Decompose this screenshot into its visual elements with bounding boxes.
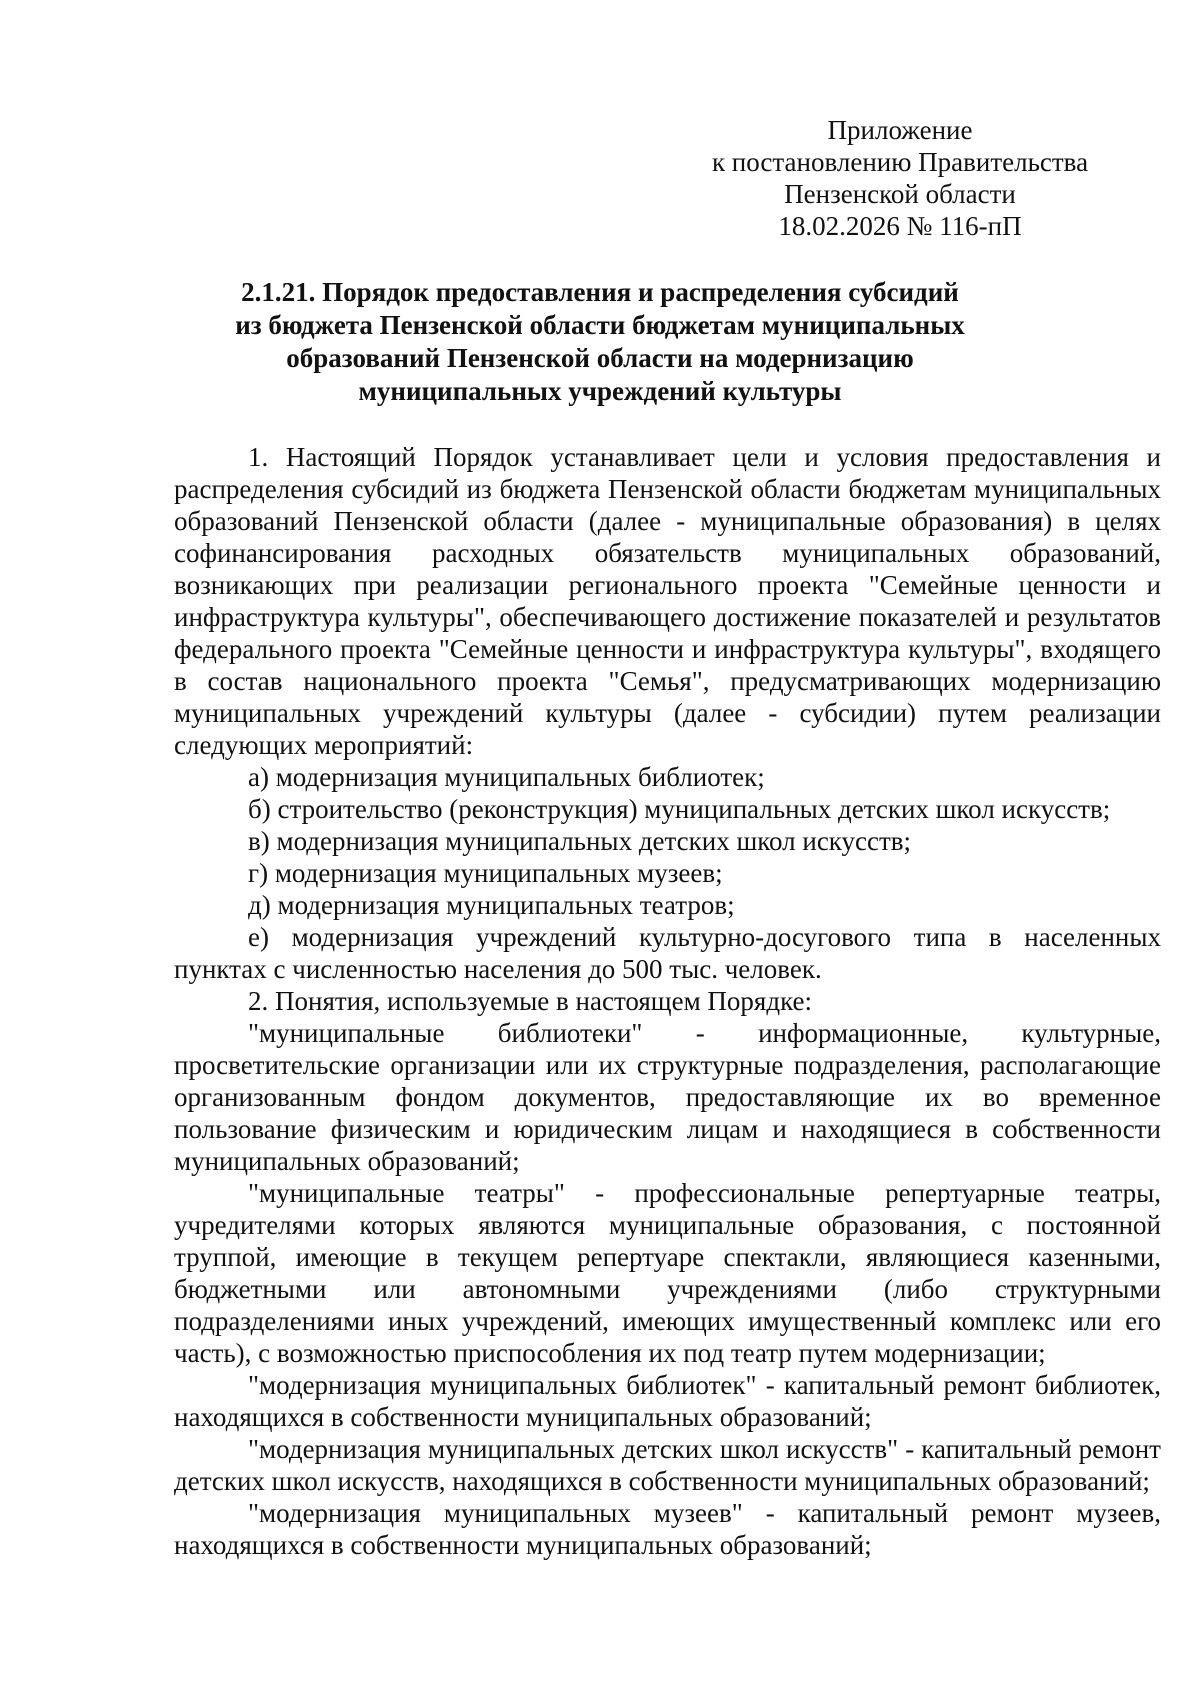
paragraph-2: 2. Понятия, используемые в настоящем Порядке:	[248, 986, 812, 1016]
list-item-d: д) модернизация муниципальных театров;	[248, 890, 735, 920]
document-body	[174, 441, 1161, 1561]
title-line: из бюджета Пензенской области бюджетам муниципальных	[235, 310, 965, 340]
title-line: 2.1.21. Порядок предоставления и распределения субсидий	[241, 277, 959, 307]
list-item-b: б) строительство (реконструкция) муниципальных детских школ искусств;	[248, 794, 1111, 824]
definition-libraries: "муниципальные библиотеки" - информационные, культурные, просветительские организации или их структурные подразделения, располагающие организованным фондом документов, предоставляющие их во временное пользование физическим и юридическим лицам и находящиеся в собственности муниципальных образований;	[174, 1018, 1161, 1176]
appendix-line: Пензенской области	[784, 179, 1016, 209]
appendix-line: к постановлению Правительства	[711, 147, 1089, 177]
definition-library-modernization: "модернизация муниципальных библиотек" - капитальный ремонт библиотек, находящихся в собственности муниципальных образований;	[174, 1370, 1161, 1432]
list-item-v: в) модернизация муниципальных детских школ искусств;	[248, 826, 912, 856]
list-item-g: г) модернизация муниципальных музеев;	[248, 858, 723, 888]
appendix-date-number: 18.02.2026 № 116-пП	[778, 211, 1022, 241]
definition-theatres: "муниципальные театры" - профессиональные репертуарные театры, учредителями которых являются муниципальные образования, с постоянной труппой, имеющие в текущем репертуаре спектакли, являющиеся казенными, бюджетными или автономными учреждениями (либо структурными подразделениями иных учреждений, имеющих имущественный комплекс или его часть), с возможностью приспособления их под театр путем модернизации;	[174, 1178, 1161, 1368]
list-item-e: е) модернизация учреждений культурно-досугового типа в населенных пунктах с численностью населения до 500 тыс. человек.	[174, 922, 1161, 984]
appendix-header	[700, 114, 1100, 242]
document-title	[140, 276, 1060, 408]
definition-museum-modernization: "модернизация муниципальных музеев" - капитальный ремонт музеев, находящихся в собственности муниципальных образований;	[174, 1498, 1161, 1560]
appendix-line: Приложение	[827, 115, 973, 145]
title-line: муниципальных учреждений культуры	[358, 376, 842, 406]
definition-art-school-modernization: "модернизация муниципальных детских школ искусств" - капитальный ремонт детских школ искусств, находящихся в собственности муниципальных образований;	[174, 1434, 1161, 1496]
title-line: образований Пензенской области на модернизацию	[286, 343, 914, 373]
paragraph-1: 1. Настоящий Порядок устанавливает цели и условия предоставления и распределения субсидий из бюджета Пензенской области бюджетам муниципальных образований Пензенской области (далее - муниципальные образования) в целях софинансирования расходных обязательств муниципальных образований, возникающих при реализации регионального проекта "Семейные ценности и инфраструктура культуры", обеспечивающего достижение показателей и результатов федерального проекта "Семейные ценности и инфраструктура культуры", входящего в состав национального проекта "Семья", предусматривающих модернизацию муниципальных учреждений культуры (далее - субсидии) путем реализации следующих мероприятий:	[174, 442, 1161, 760]
list-item-a: а) модернизация муниципальных библиотек;	[248, 762, 765, 792]
